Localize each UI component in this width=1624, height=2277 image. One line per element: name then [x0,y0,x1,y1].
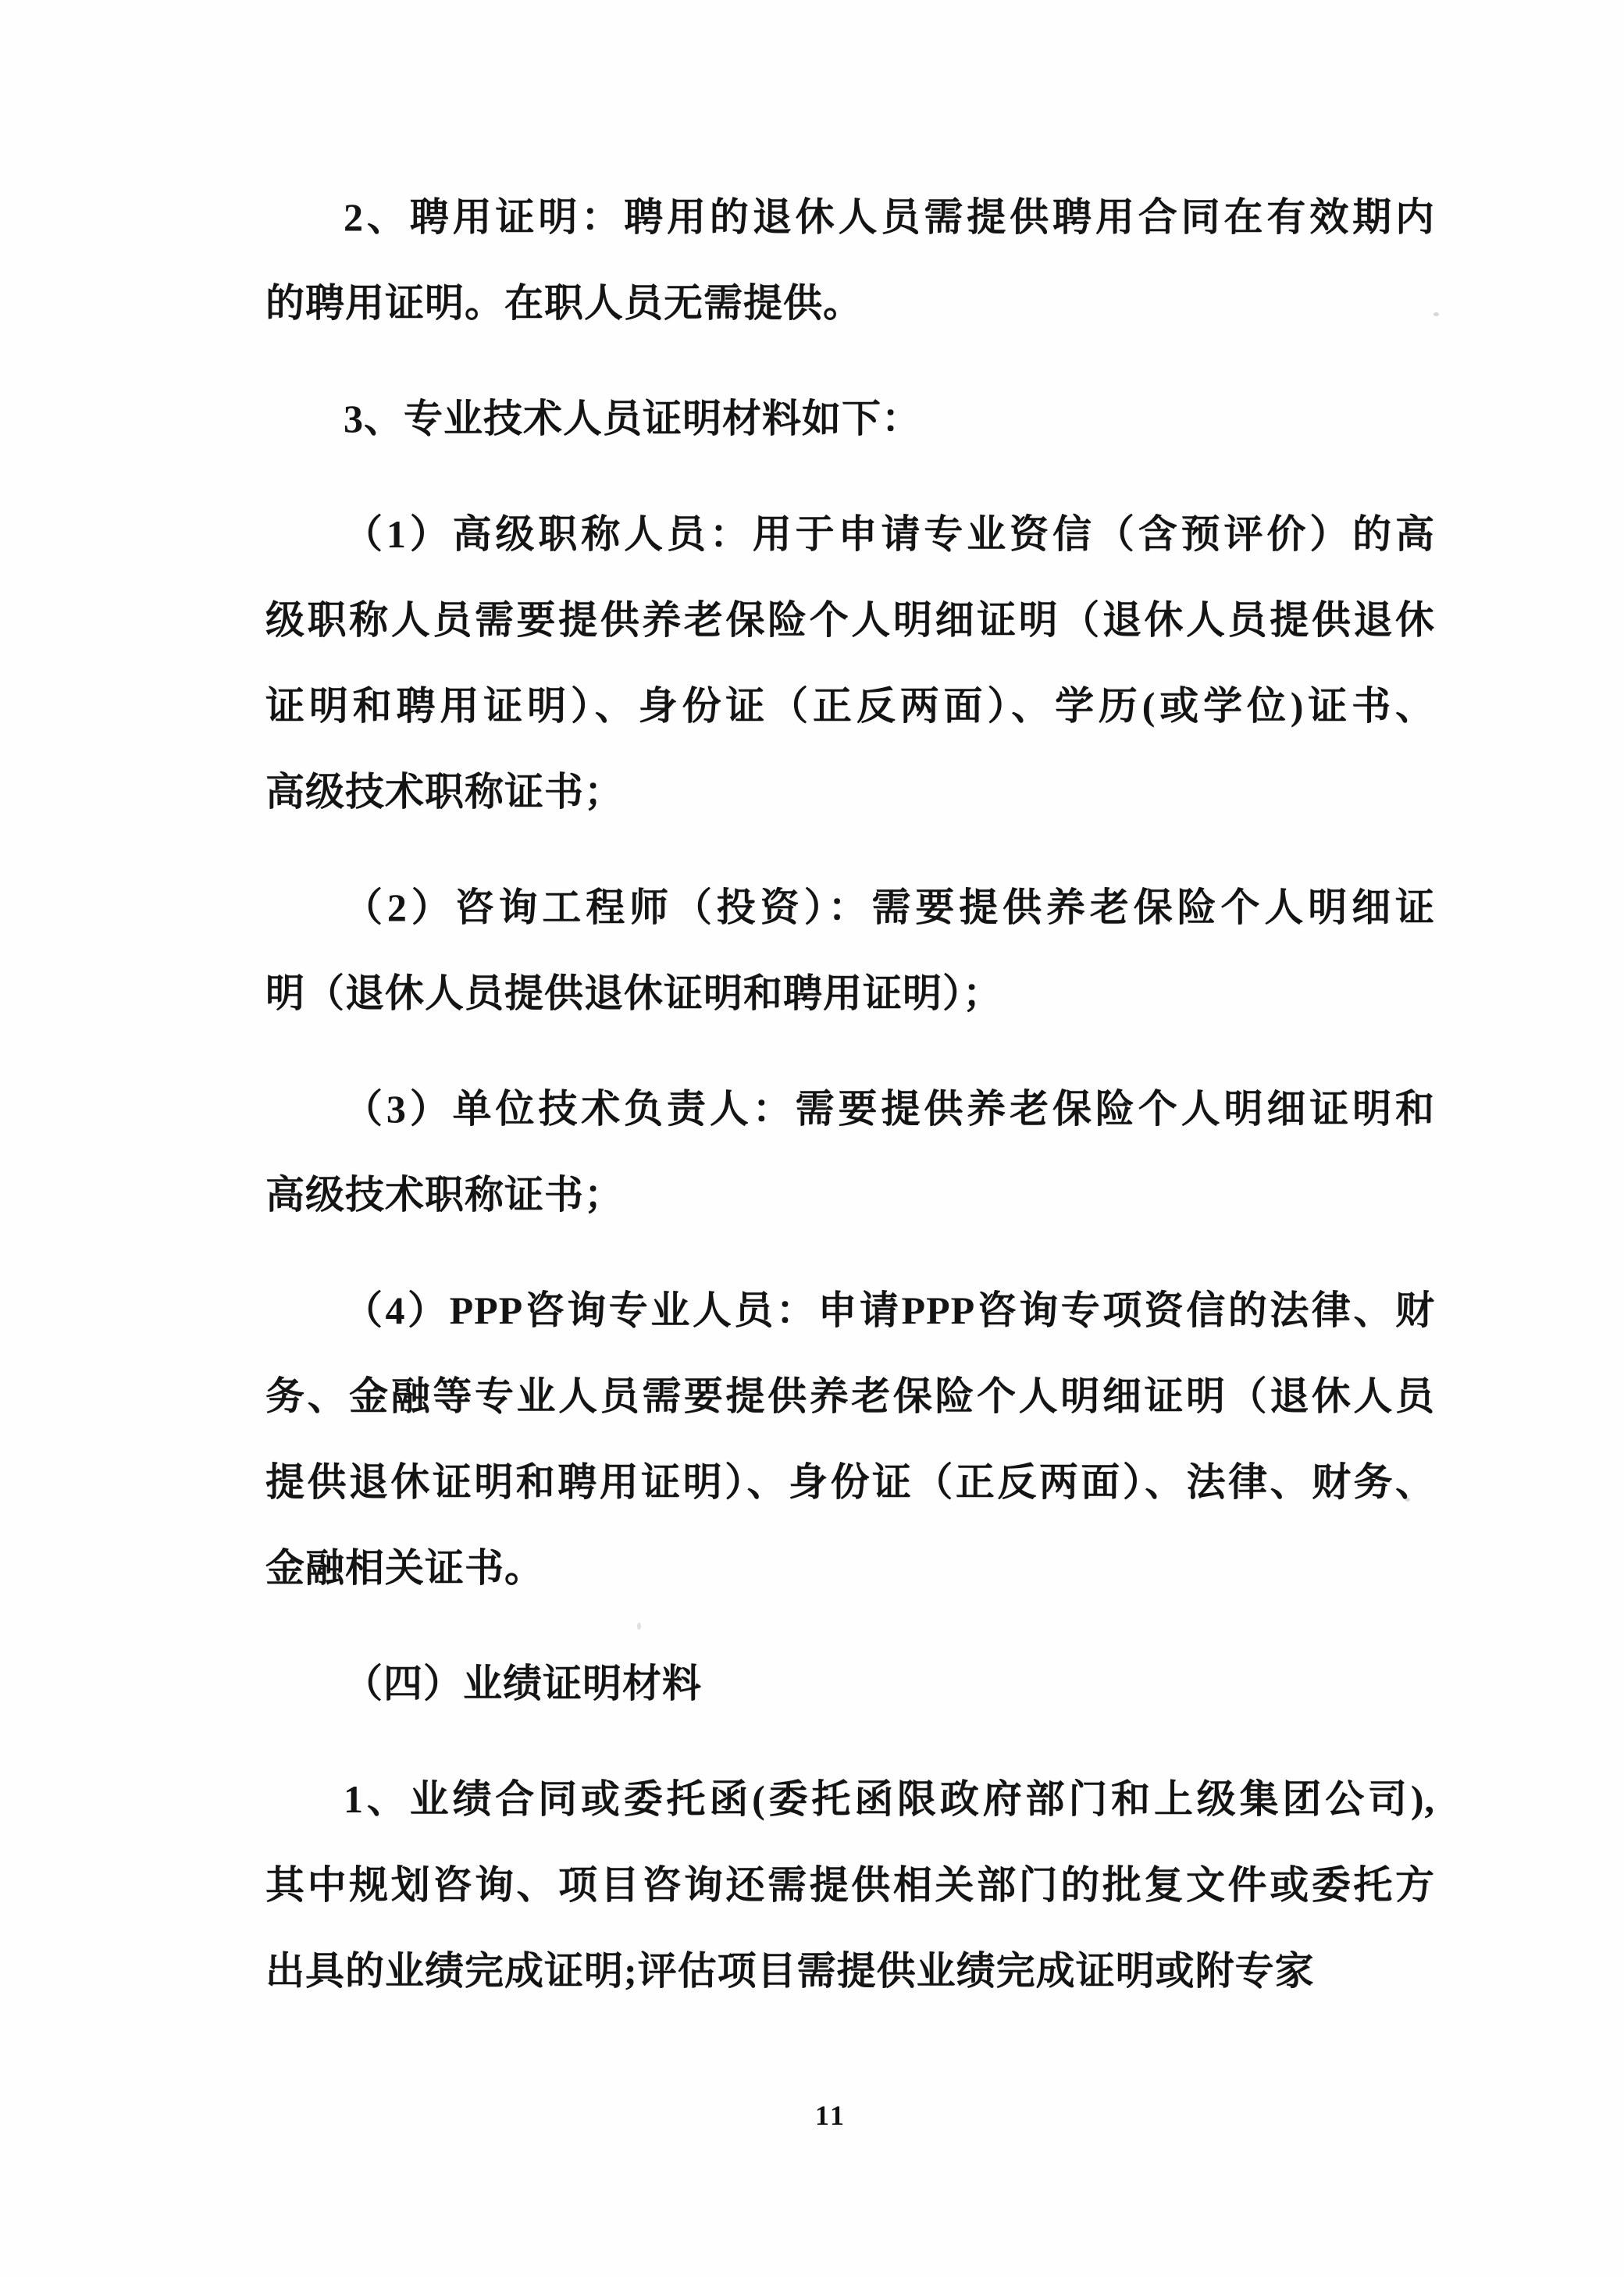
para-senior-title-staff [265,491,1435,835]
para-employment-certificate [265,174,1435,346]
text-line: （2）咨询工程师（投资）：需要提供养老保险个人明细证 [344,886,1435,929]
text-line: （3）单位技术负责人：需要提供养老保险个人明细证明和 [344,1087,1435,1131]
text-line: 出具的业绩完成证明;评估项目需提供业绩完成证明或附专家 [265,1949,1315,1993]
para-professional-staff-heading [265,376,1435,461]
section-performance-proof-materials [265,1641,1435,1726]
text-line: 其中规划咨询、项目咨询还需提供相关部门的批复文件或委托方 [265,1863,1435,1907]
para-ppp-consulting-staff [265,1267,1435,1611]
text-line: （四）业绩证明材料 [344,1662,702,1705]
page-number: 11 [815,2100,847,2131]
text-line: 明（退休人员提供退休证明和聘用证明）； [265,971,1003,1015]
para-performance-contracts [265,1756,1435,2014]
text-line: （4）PPP咨询专业人员：申请PPP咨询专项资信的法律、财 [344,1288,1435,1332]
text-line: 2、聘用证明：聘用的退休人员需提供聘用合同在有效期内 [344,195,1435,239]
scan-artifact [1405,1498,1410,1502]
text-line: 金融相关证书。 [265,1546,544,1590]
text-line: 的聘用证明。在职人员无需提供。 [265,281,863,325]
text-line: 务、金融等专业人员需要提供养老保险个人明细证明（退休人员 [265,1374,1435,1418]
text-line: 高级技术职称证书； [265,770,624,814]
text-line: 证明和聘用证明）、身份证（正反两面）、学历(或学位)证书、 [265,684,1435,728]
para-unit-technical-leader [265,1066,1435,1238]
text-line: 高级技术职称证书； [265,1173,624,1217]
text-line: 级职称人员需要提供养老保险个人明细证明（退休人员提供退休 [265,598,1435,642]
document-body [265,174,1435,2044]
text-line: 1、业绩合同或委托函(委托函限政府部门和上级集团公司), [344,1777,1435,1821]
text-line: （1）高级职称人员：用于申请专业资信（含预评价）的高 [344,512,1435,556]
scan-artifact [1433,312,1439,316]
text-line: 提供退休证明和聘用证明）、身份证（正反两面）、法律、财务、 [265,1460,1435,1504]
text-line: 3、专业技术人员证明材料如下： [344,397,921,440]
para-consulting-engineer [265,864,1435,1036]
scan-artifact [637,1623,641,1630]
